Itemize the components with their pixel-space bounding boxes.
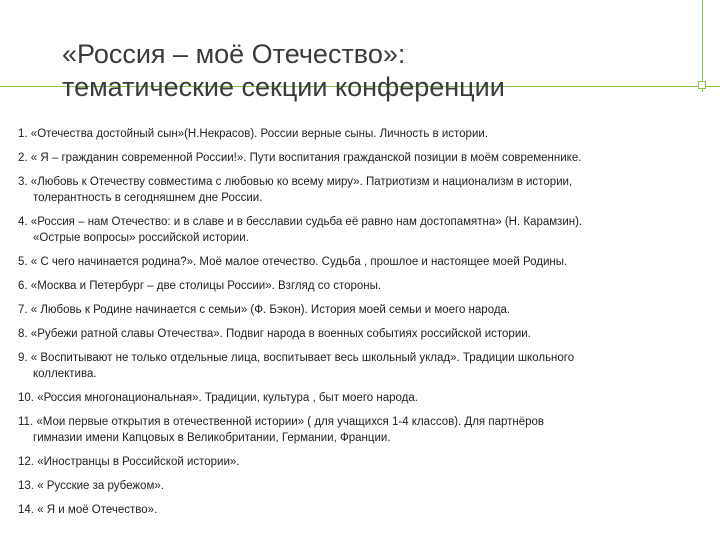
item-number: 3. bbox=[18, 176, 28, 188]
list-item bbox=[18, 502, 718, 518]
list-item bbox=[18, 350, 718, 382]
title-line-1: «Россия – моё Отечество»: bbox=[62, 39, 406, 70]
item-number: 14. bbox=[18, 504, 34, 516]
item-text: «Отечества достойный сын»(Н.Некрасов). России верные сыны. Личность в истории. bbox=[30, 128, 489, 140]
sections-list bbox=[18, 126, 718, 526]
list-item bbox=[18, 326, 718, 342]
item-text: « Любовь к Родине начинается с семьи» (Ф. Бэкон). История моей семьи и моего народа. bbox=[30, 304, 511, 316]
item-number: 2. bbox=[18, 152, 28, 164]
item-number: 9. bbox=[18, 352, 28, 364]
list-item bbox=[18, 454, 718, 470]
item-number: 4. bbox=[18, 216, 28, 228]
list-item bbox=[18, 150, 718, 166]
item-number: 5. bbox=[18, 256, 28, 268]
list-item bbox=[18, 278, 718, 294]
list-item bbox=[18, 390, 718, 406]
list-item bbox=[18, 478, 718, 494]
item-text-continuation: гимназии имени Капцовых в Великобритании, Германии, Франции. bbox=[33, 432, 391, 444]
item-text-continuation: «Острые вопросы» российской истории. bbox=[33, 232, 249, 244]
list-item bbox=[18, 414, 718, 446]
item-text-continuation: толерантность в сегодняшнем дне России. bbox=[33, 192, 263, 204]
item-number: 12. bbox=[18, 456, 34, 468]
item-text: «Москва и Петербург – две столицы России». Взгляд со стороны. bbox=[30, 280, 382, 292]
item-text: « С чего начинается родина?». Моё малое отечество. Судьба , прошлое и настоящее моей Родины. bbox=[30, 256, 568, 268]
item-number: 7. bbox=[18, 304, 28, 316]
list-item bbox=[18, 302, 718, 318]
item-text: « Воспитывают не только отдельные лица, воспитывает весь школьный уклад». Традиции школьного bbox=[30, 352, 575, 364]
item-text: « Я и моё Отечество». bbox=[37, 504, 158, 516]
page-title bbox=[62, 38, 662, 104]
list-item bbox=[18, 126, 718, 142]
item-text-continuation: коллектива. bbox=[33, 368, 97, 380]
accent-square-marker bbox=[698, 81, 706, 89]
item-text: «Рубежи ратной славы Отечества». Подвиг народа в военных событиях российской истории. bbox=[30, 328, 531, 340]
item-number: 1. bbox=[18, 128, 28, 140]
item-text: «Россия – нам Отечество: и в славе и в бесславии судьба её равно нам достопамятна» (Н. Карамзин). bbox=[30, 216, 583, 228]
title-line-2: тематические секции конференции bbox=[62, 72, 505, 103]
list-item bbox=[18, 254, 718, 270]
list-item bbox=[18, 214, 718, 246]
item-text: «Россия многонациональная». Традиции, культура , быт моего народа. bbox=[37, 392, 418, 404]
item-number: 8. bbox=[18, 328, 28, 340]
item-text: « Я – гражданин современной России!». Пути воспитания гражданской позиции в моём современнике. bbox=[30, 152, 582, 164]
accent-vertical-line bbox=[702, 0, 703, 92]
item-number: 6. bbox=[18, 280, 28, 292]
item-number: 10. bbox=[18, 392, 34, 404]
item-text: «Любовь к Отечеству совместима с любовью ко всему миру». Патриотизм и национализм в истории, bbox=[30, 176, 573, 188]
item-text: « Русские за рубежом». bbox=[37, 480, 164, 492]
list-item bbox=[18, 174, 718, 206]
item-number: 13. bbox=[18, 480, 34, 492]
item-text: «Мои первые открытия в отечественной истории» ( для учащихся 1-4 классов). Для партнёров bbox=[36, 416, 545, 428]
item-number: 11. bbox=[18, 416, 34, 428]
item-text: «Иностранцы в Российской истории». bbox=[37, 456, 240, 468]
